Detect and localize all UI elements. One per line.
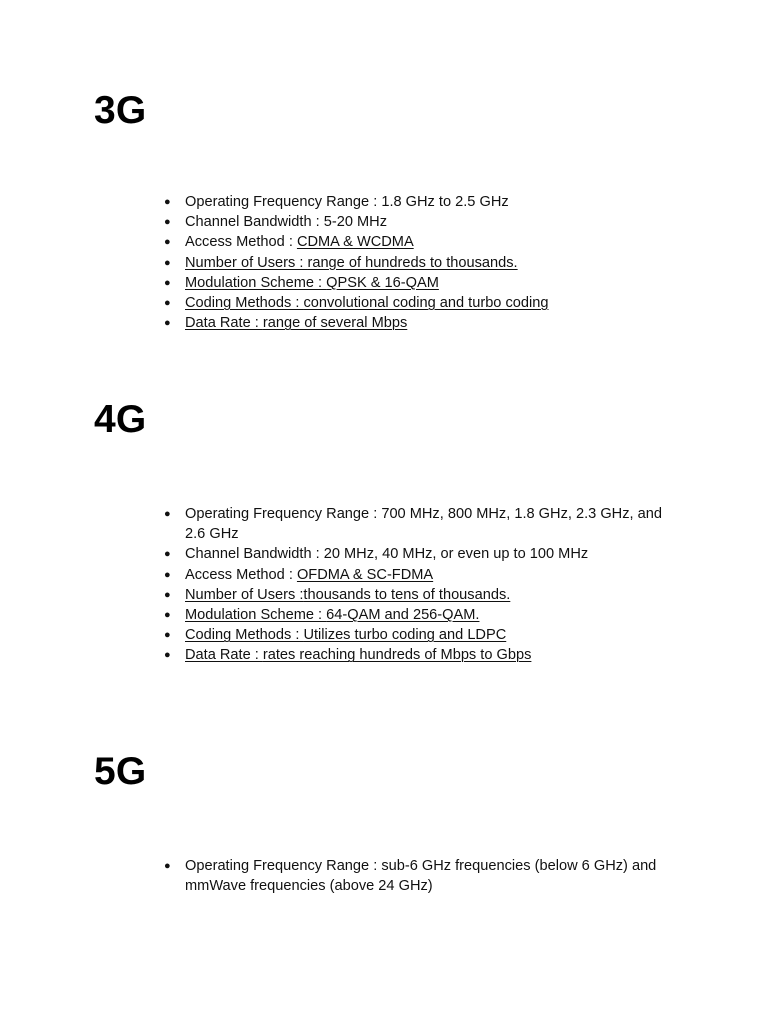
item-label: Number of Users : — [185, 254, 308, 271]
section-heading-5g: 5G — [94, 750, 147, 793]
item-label: Modulation Scheme : — [185, 607, 327, 624]
item-label: Operating Frequency Range : — [185, 194, 382, 210]
bullet-icon: ● — [164, 588, 171, 601]
item-value: range of hundreds to thousands. — [307, 254, 518, 271]
bullet-icon: ● — [164, 276, 171, 289]
item-value: OFDMA & SC-FDMA — [296, 566, 434, 583]
item-value: 20 MHz, 40 MHz, or even up to 100 MHz — [323, 546, 589, 563]
list-item — [164, 313, 685, 333]
item-label: Operating Frequency Range : — [185, 506, 382, 522]
item-label: Number of Users : — [185, 586, 304, 603]
item-label: Access Method : — [185, 566, 297, 583]
bullet-icon: ● — [164, 317, 171, 330]
bullet-icon: ● — [164, 256, 171, 269]
item-label: Coding Methods : — [185, 295, 304, 312]
bullet-icon: ● — [164, 568, 171, 581]
item-label: Access Method : — [185, 234, 297, 251]
list-item — [164, 253, 685, 273]
list-item — [164, 645, 685, 665]
list-item — [164, 504, 685, 544]
item-value: CDMA & WCDMA — [296, 234, 414, 251]
list-item — [164, 544, 685, 564]
item-label: Operating Frequency Range : — [185, 858, 382, 874]
item-label: Data Rate : — [185, 315, 263, 332]
list-item — [164, 293, 685, 313]
item-label: Channel Bandwidth : — [185, 214, 324, 231]
bullet-icon: ● — [164, 629, 171, 642]
bullet-icon: ● — [164, 609, 171, 622]
list-item — [164, 565, 685, 585]
item-label: Coding Methods : — [185, 627, 304, 644]
item-value: 64-QAM and 256-QAM. — [326, 607, 480, 624]
bullet-icon: ● — [164, 548, 171, 561]
item-label: Channel Bandwidth : — [185, 546, 324, 563]
item-value: convolutional coding and turbo coding — [303, 295, 549, 312]
bullet-icon: ● — [164, 649, 171, 662]
item-label: Modulation Scheme : — [185, 274, 327, 291]
item-label: Data Rate : — [185, 647, 263, 664]
item-value: thousands to tens of thousands. — [303, 586, 511, 603]
bullet-icon: ● — [164, 508, 171, 520]
item-value: Utilizes turbo coding and LDPC — [303, 627, 507, 644]
section-heading-3g: 3G — [94, 89, 147, 132]
list-item — [164, 856, 685, 896]
item-value: 5-20 MHz — [323, 214, 387, 231]
list-item — [164, 232, 685, 252]
list-item — [164, 585, 685, 605]
item-value: 1.8 GHz to 2.5 GHz — [381, 194, 509, 210]
spec-list-5g — [164, 856, 685, 896]
bullet-icon: ● — [164, 216, 171, 229]
bullet-icon: ● — [164, 297, 171, 310]
item-value: range of several Mbps — [262, 315, 408, 332]
item-value: QPSK & 16-QAM — [326, 274, 439, 291]
item-value: sub-6 GHz frequencies (below 6 GHz) and mmWave frequencies (above 24 GHz) — [185, 858, 657, 895]
bullet-icon: ● — [164, 196, 171, 208]
list-item — [164, 625, 685, 645]
list-item — [164, 605, 685, 625]
bullet-icon: ● — [164, 236, 171, 249]
section-heading-4g: 4G — [94, 398, 147, 441]
list-item — [164, 212, 685, 232]
bullet-icon: ● — [164, 860, 171, 872]
item-value: 700 MHz, 800 MHz, 1.8 GHz, 2.3 GHz, and 2.6 GHz — [185, 506, 662, 543]
list-item — [164, 273, 685, 293]
spec-list-3g — [164, 192, 685, 333]
list-item — [164, 192, 685, 212]
item-value: rates reaching hundreds of Mbps to Gbps — [262, 647, 532, 664]
spec-list-4g — [164, 504, 685, 666]
